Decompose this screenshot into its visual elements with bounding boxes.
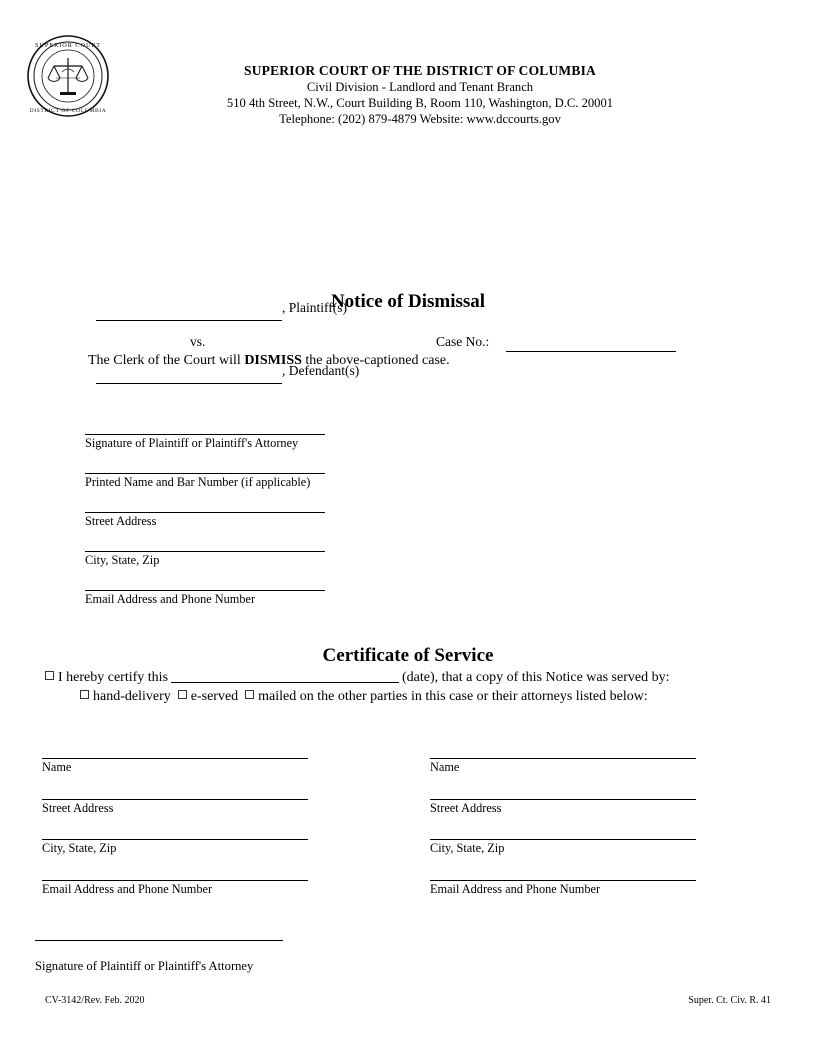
city-state-zip-caption: City, State, Zip [85,553,160,567]
party-email-phone-field[interactable] [42,864,308,881]
printed-name-bar-field[interactable] [85,459,325,474]
certify-text: I hereby certify this [58,670,169,685]
party-row [430,864,720,897]
party-email-phone-caption: Email Address and Phone Number [42,881,213,896]
printed-name-bar-caption: Printed Name and Bar Number (if applicable) [85,475,311,489]
dismiss-sentence [88,353,450,369]
mailed-checkbox[interactable] [245,690,254,699]
certify-line [45,669,670,686]
email-phone-field[interactable] [85,576,325,591]
service-date-field[interactable] [171,669,399,683]
certificate-signature-caption: Signature of Plaintiff or Plaintiff's Attorney [35,959,254,973]
versus-label: vs. [190,334,206,349]
service-methods-line [80,689,648,705]
street-address-caption: Street Address [85,514,157,528]
dismiss-sentence-part1: The Clerk of the Court will [88,353,245,368]
court-seal-icon [26,34,110,118]
plaintiff-name-field[interactable] [96,320,282,321]
signature-row [85,537,335,568]
hand-delivery-label: hand-delivery [93,689,171,704]
party-name-field[interactable] [430,742,696,759]
city-state-zip-field[interactable] [85,537,325,552]
party-row [42,823,332,856]
form-number: CV-3142/Rev. Feb. 2020 [45,995,145,1006]
signature-field[interactable] [85,420,325,435]
served-party-left [42,742,332,904]
party-row [430,742,720,775]
signature-row [85,576,335,607]
certify-checkbox[interactable] [45,671,54,680]
svg-text:SUPERIOR COURT: SUPERIOR COURT [34,42,102,49]
certificate-signature-field[interactable] [35,940,283,941]
page-title: Notice of Dismissal [330,291,486,312]
party-row [42,742,332,775]
party-street-address-field[interactable] [430,783,696,800]
party-city-state-zip-field[interactable] [42,823,308,840]
party-name-caption: Name [430,760,460,774]
case-number-field[interactable] [506,351,676,352]
e-served-label: e-served [190,689,239,704]
dismiss-sentence-part2: the above-captioned case. [301,353,450,368]
party-row [430,823,720,856]
signature-block [85,420,335,615]
served-party-right [430,742,720,904]
court-header [120,62,720,128]
party-city-state-zip-caption: City, State, Zip [42,841,117,855]
defendant-name-field[interactable] [96,383,282,384]
party-name-field[interactable] [42,742,308,759]
rule-reference: Super. Ct. Civ. R. 41 [688,995,771,1006]
e-served-checkbox[interactable] [178,690,187,699]
court-address: 510 4th Street, N.W., Court Building B, Room 110, Washington, D.C. 20001 [226,96,614,111]
party-email-phone-caption: Email Address and Phone Number [430,881,601,896]
svg-text:DISTRICT OF COLUMBIA: DISTRICT OF COLUMBIA [29,108,107,114]
street-address-field[interactable] [85,498,325,513]
party-row [430,783,720,816]
signature-row [85,498,335,529]
defendant-label: , Defendant(s) [282,363,360,378]
party-street-address-caption: Street Address [42,800,114,815]
email-phone-caption: Email Address and Phone Number [85,592,256,606]
party-email-phone-field[interactable] [430,864,696,881]
party-city-state-zip-field[interactable] [430,823,696,840]
party-street-address-caption: Street Address [430,800,502,815]
signature-row [85,459,335,490]
certify-text-post: (date), that a copy of this Notice was served by: [402,670,670,685]
dismiss-keyword: DISMISS [244,353,302,368]
certificate-of-service-title: Certificate of Service [322,645,494,666]
party-row [42,783,332,816]
signature-caption: Signature of Plaintiff or Plaintiff's Attorney [85,436,299,450]
party-row [42,864,332,897]
court-contact: Telephone: (202) 879-4879 Website: www.dccourts.gov [279,112,561,127]
party-city-state-zip-caption: City, State, Zip [430,841,505,855]
plaintiff-label: , Plaintiff(s) [282,300,347,315]
court-division: Civil Division - Landlord and Tenant Branch [306,80,534,95]
case-number-label: Case No.: [436,334,490,349]
mailed-label: mailed on the other parties in this case or their attorneys listed below: [258,689,648,704]
signature-row [85,420,335,451]
party-street-address-field[interactable] [42,783,308,800]
court-name: SUPERIOR COURT OF THE DISTRICT OF COLUMBIA [244,63,596,78]
hand-delivery-checkbox[interactable] [80,690,89,699]
party-name-caption: Name [42,760,72,774]
